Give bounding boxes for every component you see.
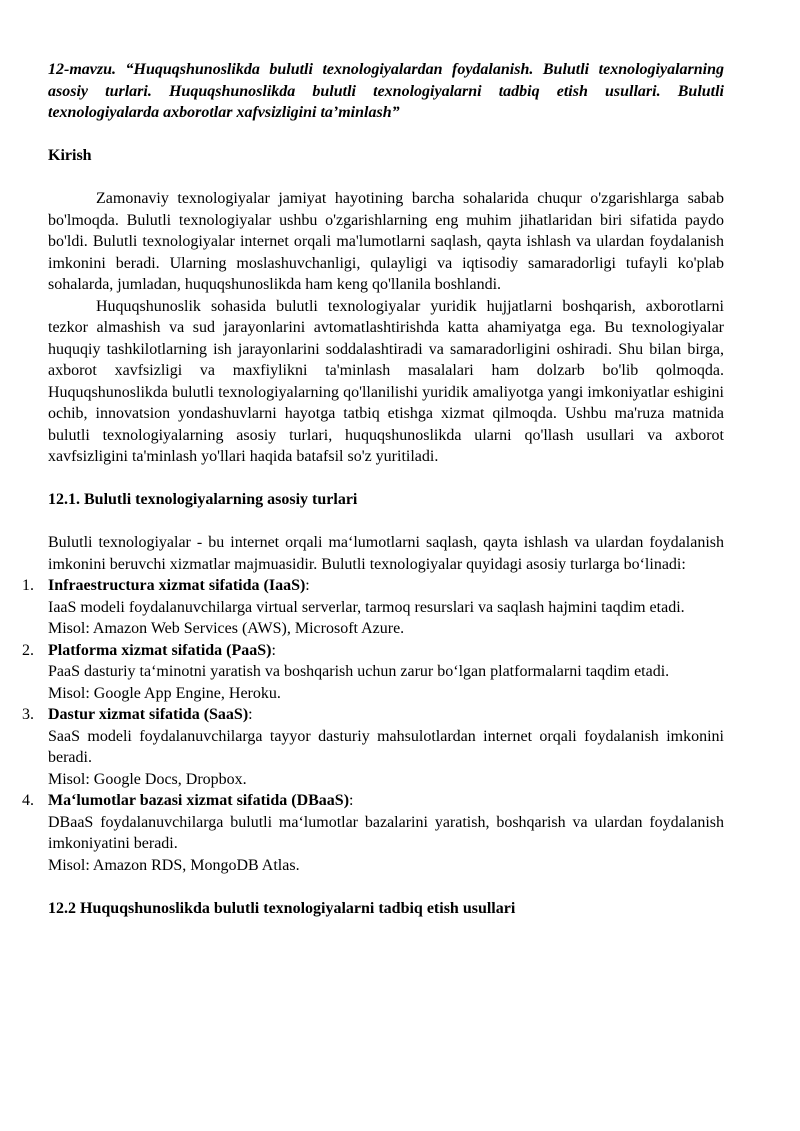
- list-description: DBaaS foydalanuvchilarga bulutli ma‘lumotlar bazalarini yaratish, boshqarish va ulardan foydalanish imkoniyatini beradi.: [48, 813, 724, 852]
- list-description: IaaS modeli foydalanuvchilarga virtual serverlar, tarmoq resurslari va saqlash hajmini taqdim etadi.: [48, 598, 685, 616]
- list-item: [22, 790, 724, 876]
- spacer: [48, 876, 724, 898]
- cloud-types-list: [22, 575, 724, 876]
- list-number: 4.: [22, 792, 34, 809]
- term-colon: :: [305, 577, 310, 594]
- term-colon: :: [349, 792, 354, 809]
- list-number: 1.: [22, 577, 34, 594]
- intro-paragraph-2: Huquqshunoslik sohasida bulutli texnologiyalar yuridik hujjatlarni boshqarish, axborotlarni tezkor almashish va sud jarayonlarini avtomatlashtirishda katta ahamiyatga ega. Bu texnologiyalar huquqiy tashkilotlarning ish jarayonlarini soddalashtiradi va samaradorligini oshiradi. Shu bilan birga, axborot xavfsizligi va maxfiylikni ta'minlash masalalari ham dolzarb bo'lib qolmoqda. Huquqshunoslikda bulutli texnologiyalarning qo'llanilishi yuridik amaliyotga yangi imkoniyatlar eshigini ochib, innovatsion yondashuvlarni hayotga tatbiq etishga xizmat qilmoqda. Ushbu ma'ruza matnida bulutli texnologiyalarning asosiy turlari, huquqshunoslikda ularni qo'llash usullari va axborot xavfsizligini ta'minlash yo'llari haqida batafsil so'z yuritiladi.: [48, 297, 724, 465]
- list-number: 2.: [22, 641, 34, 659]
- spacer: [48, 167, 724, 189]
- list-description: PaaS dasturiy ta‘minotni yaratish va boshqarish uchun zarur bo‘lgan platformalarni taqdim etadi.: [48, 663, 670, 680]
- list-number: 3.: [22, 706, 34, 723]
- list-example: Misol: Google App Engine, Heroku.: [48, 684, 281, 702]
- list-item: [22, 704, 724, 790]
- intro-paragraph-1: Zamonaviy texnologiyalar jamiyat hayotining barcha sohalarida chuqur o'zgarishlarga sabab bo'lmoqda. Bulutli texnologiyalar ushbu o'zgarishlarning eng muhim jihatlaridan biri sifatida paydo bo'ldi. Bulutli texnologiyalar internet orqali ma'lumotlarni saqlash, qayta ishlash va ulardan foydalanish imkonini beradi. Ularning moslashuvchanligi, qulayligi va iqtisodiy samaradorligi tufayli ko'plab sohalarda, jumladan, huquqshunoslikda ham keng qo'llanila boshlandi.: [48, 190, 724, 293]
- lecture-title: 12-mavzu. “Huquqshunoslikda bulutli texnologiyalardan foydalanish. Bulutli texnologiyalarning asosiy turlari. Huquqshunoslikda bulutli texnologiyalarni tadbiq etish usullari. Bulutli texnologiyalarda axborotlar xafvsizligini ta’minlash”: [48, 61, 724, 121]
- list-example: Misol: Google Docs, Dropbox.: [48, 770, 247, 788]
- spacer: [48, 511, 724, 533]
- term-colon: :: [271, 641, 276, 659]
- spacer: [48, 468, 724, 490]
- section-1-intro: Bulutli texnologiyalar - bu internet orqali ma‘lumotlarni saqlash, qayta ishlash va ulardan foydalanish imkonini beruvchi xizmatlar majmuasidir. Bulutli texnologiyalar quyidagi asosiy turlarga bo‘linadi:: [48, 534, 724, 573]
- term-colon: :: [248, 706, 253, 723]
- section-2-heading: 12.2 Huquqshunoslikda bulutli texnologiyalarni tadbiq etish usullari: [48, 899, 516, 917]
- list-term: Platforma xizmat sifatida (PaaS): [48, 641, 272, 659]
- list-term: Ma‘lumotlar bazasi xizmat sifatida (DBaaS): [48, 792, 350, 809]
- list-term: Dastur xizmat sifatida (SaaS): [48, 706, 249, 723]
- list-term: Infraestructura xizmat sifatida (IaaS): [48, 577, 306, 594]
- intro-heading: Kirish: [48, 147, 92, 164]
- list-description: SaaS modeli foydalanuvchilarga tayyor dasturiy mahsulotlardan internet orqali foydalanish imkonini beradi.: [48, 727, 724, 766]
- section-1-heading: 12.1. Bulutli texnologiyalarning asosiy turlari: [48, 491, 358, 508]
- document-page: [22, 59, 724, 919]
- spacer: [48, 124, 724, 146]
- list-item: [22, 640, 724, 705]
- list-example: Misol: Amazon RDS, MongoDB Atlas.: [48, 856, 300, 874]
- list-item: [22, 575, 724, 640]
- list-example: Misol: Amazon Web Services (AWS), Microsoft Azure.: [48, 620, 405, 637]
